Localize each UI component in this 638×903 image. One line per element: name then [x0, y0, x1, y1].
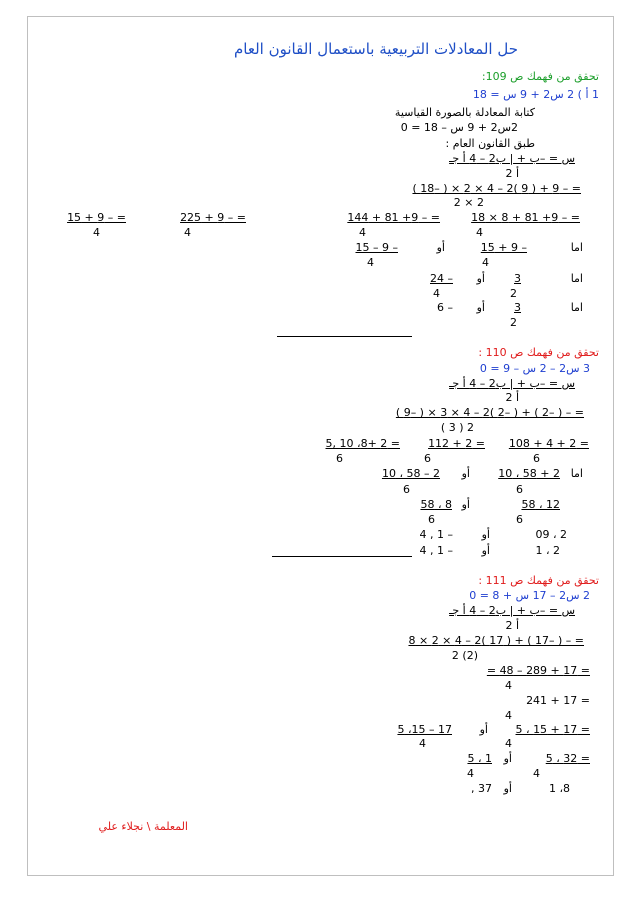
equation-line: = – 9 + 225 [180, 211, 246, 224]
equation-line: أو [476, 301, 485, 314]
equation-line: 4 [467, 767, 474, 780]
equation-line: س = –ب + | ب2 – 4 أ جـ [449, 152, 575, 165]
equation-line: – 24 [430, 272, 453, 285]
equation-line: 4 [505, 679, 512, 692]
teacher-signature: المعلمة \ نجلاء علي [98, 820, 188, 833]
equation-line: 3 س2 – 2 س – 9 = 0 [479, 362, 590, 375]
equation-line: 4 [433, 287, 440, 300]
equation-line: – 1 , 4 [419, 528, 453, 541]
equation-line: = – ( –17 ) + ( 17 )2 – 4 × 2 × 8 [408, 634, 584, 647]
equation-line: 3 [514, 272, 521, 285]
equation-line: 4 [505, 709, 512, 722]
equation-line: أو [461, 467, 470, 480]
equation-line: = – 9 + ( 9 )2 – 4 × 2 × ( –18 ) [412, 182, 581, 195]
equation-line: 6 [533, 452, 540, 465]
equation-line: = 17 + 289 – 48 = [486, 664, 590, 677]
equation-line: = 17 + 15 ، 5 [515, 723, 590, 736]
equation-line: 2 ، 09 [535, 528, 567, 541]
equation-line: = 2 +8، 10 ,5 [325, 437, 400, 450]
equation-line: طبق القانون العام : [445, 137, 535, 150]
equation-line: اما [570, 241, 583, 254]
equation-line: – 9 + 15 [480, 241, 527, 254]
equation-line: اما [570, 301, 583, 314]
equation-line: = – 9+ 81 + 8 × 18 [471, 211, 580, 224]
equation-line: 6 [428, 513, 435, 526]
equation-line: أو [436, 241, 445, 254]
equation-line: أو [481, 544, 490, 557]
equation-line: أو [479, 723, 488, 736]
equation-line: ( 3 ) 2 [440, 421, 474, 434]
equation-line: س = –ب + | ب2 – 4 أ جـ [449, 604, 575, 617]
equation-line: كتابة المعادلة بالصورة القياسية [394, 106, 535, 119]
equation-line: أو [481, 528, 490, 541]
equation-line: 4 [419, 737, 426, 750]
equation-line: تحقق من فهمك ص 109: [481, 70, 599, 83]
equation-line: 2 ، 1 [535, 544, 560, 557]
equation-line: = 2 + 112 [428, 437, 485, 450]
equation-line: 2 أ [505, 619, 519, 632]
equation-line: = – 9 + 15 [67, 211, 126, 224]
equation-line: 4 [482, 256, 489, 269]
equation-line: 37 , [471, 782, 492, 795]
equation-line: 4 [184, 226, 191, 239]
equation-line: = 17 + 241 [526, 694, 590, 707]
equation-line: = 32 ، 5 [545, 752, 590, 765]
equation-line: أو [461, 498, 470, 511]
equation-line: = – ( –2 ) + ( –2 )2 – 4 × 3 × ( –9 ) [395, 406, 584, 419]
equation-line: أو [476, 272, 485, 285]
equation-line: 8 ، 58 [420, 498, 452, 511]
equation-line: 2 أ [505, 167, 519, 180]
equation-line: 2 [510, 287, 517, 300]
equation-line: 6 [516, 513, 523, 526]
equation-line: 12 ، 58 [521, 498, 560, 511]
equation-line: 4 [367, 256, 374, 269]
equation-line: 4 [93, 226, 100, 239]
equation-line: 2 – 58 ، 10 [381, 467, 440, 480]
equation-line: 4 [359, 226, 366, 239]
equation-line: – 6 [437, 301, 453, 314]
equation-line: = – 9+ 81 + 144 [347, 211, 440, 224]
equation-line: 17 – 15، 5 [397, 723, 452, 736]
equation-line: س = –ب + | ب2 – 4 أ جـ [449, 377, 575, 390]
equation-line: 6 [516, 483, 523, 496]
equation-line: اما [570, 467, 583, 480]
page-title: حل المعادلات التربيعية باستعمال القانون العام [234, 40, 518, 58]
equation-line: تحقق من فهمك ص 111 : [478, 574, 599, 587]
equation-line: – 1 , 4 [419, 544, 453, 557]
equation-line: 1 ، 5 [467, 752, 492, 765]
equation-line: أو [503, 752, 512, 765]
equation-line: 1 أ ) 2 س2 + 9 س = 18 [472, 88, 599, 101]
equation-line: 4 [505, 737, 512, 750]
equation-line: اما [570, 272, 583, 285]
equation-line: = 2 + 4 + 108 [508, 437, 589, 450]
equation-line: 6 [336, 452, 343, 465]
equation-line: 8، 1 [548, 782, 570, 795]
equation-line: أو [503, 782, 512, 795]
equation-line: 4 [476, 226, 483, 239]
equation-line: 2 س2 – 17 س + 8 = 0 [469, 589, 590, 602]
equation-line: تحقق من فهمك ص 110 : [478, 346, 599, 359]
equation-line: 6 [424, 452, 431, 465]
equation-line: 2 أ [505, 391, 519, 404]
equation-line: 2 (2) [451, 649, 478, 662]
equation-line: 6 [403, 483, 410, 496]
equation-line: 2س2 + 9 س – 18 = 0 [400, 121, 518, 134]
equation-line: – 9 – 15 [355, 241, 398, 254]
equation-line: 2 [510, 316, 517, 329]
section-divider [272, 556, 412, 557]
equation-line: 2 × 2 [453, 196, 484, 209]
equation-line: 3 [514, 301, 521, 314]
equation-line: 2 + 58 ، 10 [498, 467, 560, 480]
equation-line: 4 [533, 767, 540, 780]
section-divider [277, 336, 412, 337]
